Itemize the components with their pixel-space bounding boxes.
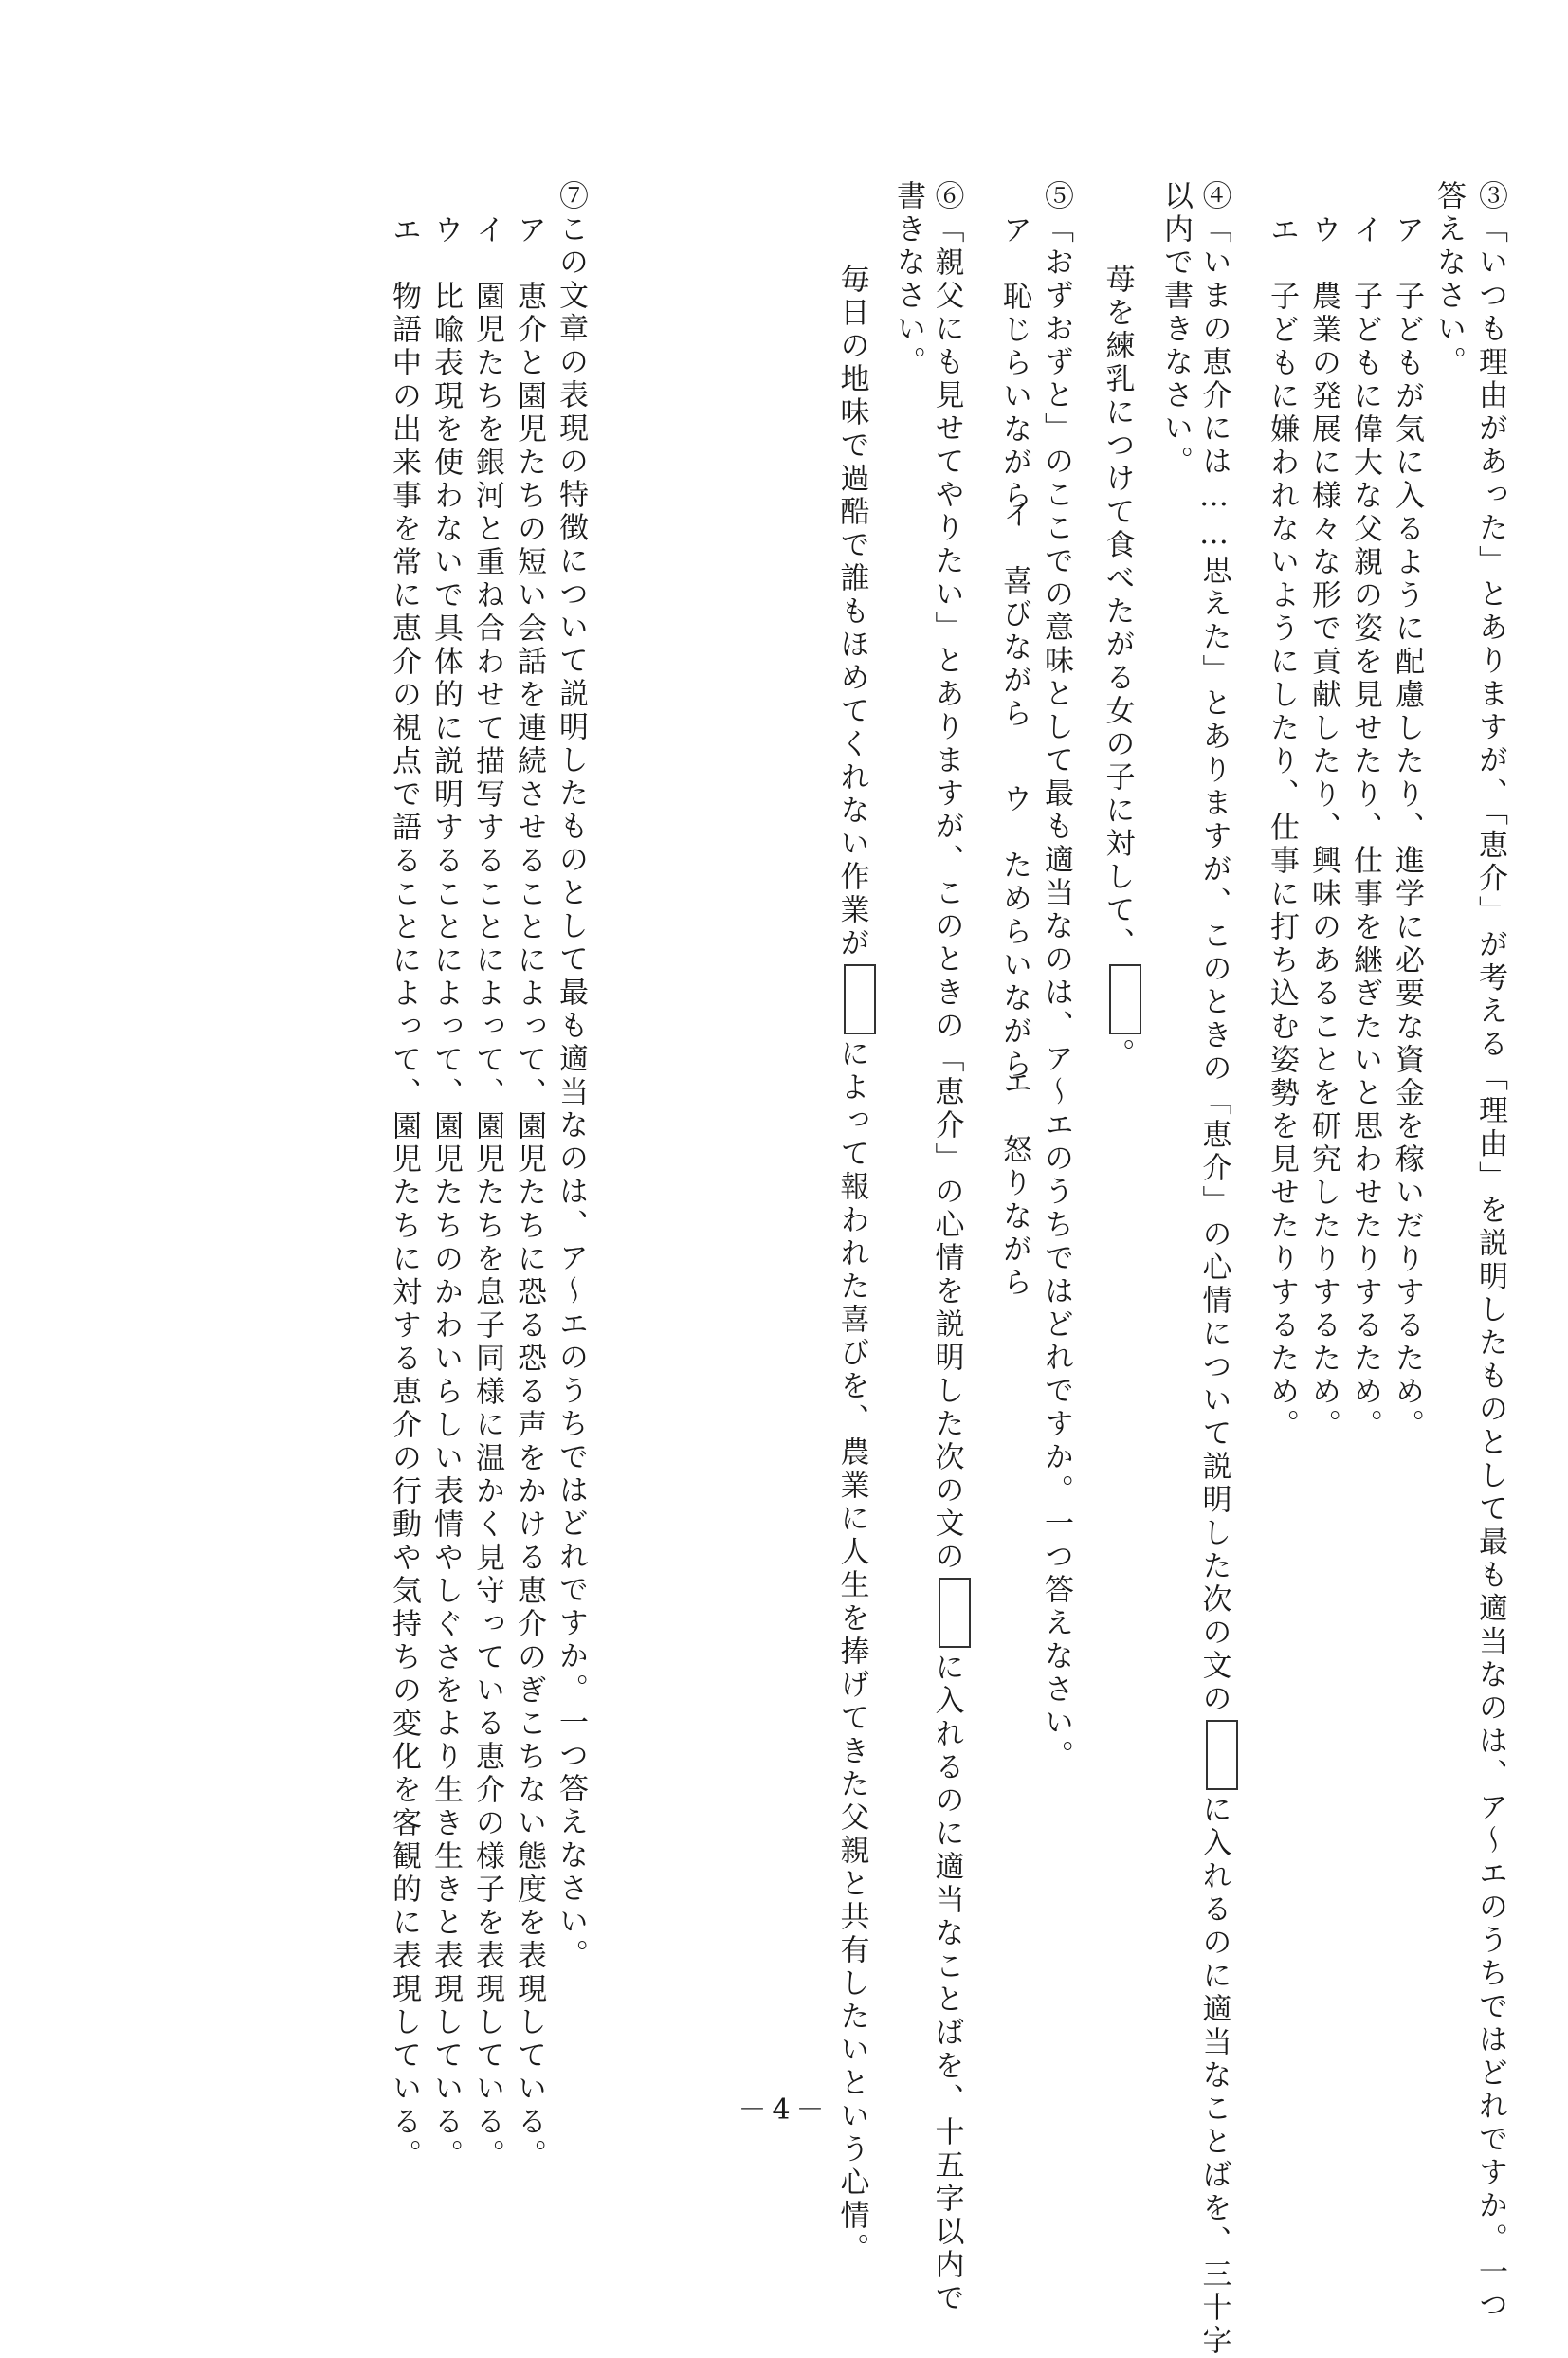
q6-sentence-after: によって報われた喜びを、農業に人生を捧げてきた父親と共有したいという心情。: [834, 1038, 869, 2266]
q6-stem-cont: 書きなさい。: [891, 180, 925, 379]
q5-stem: ⑤「おずおずと」のここでの意味として最も適当なのは、ア〜エのうちではどれですか。一つ答えなさい。: [1039, 180, 1073, 1773]
q4-stem-cont: 以内で書きなさい。: [1158, 180, 1193, 479]
answer-blank-box: [939, 1578, 971, 1648]
answer-blank-box: [844, 964, 876, 1034]
q7-option-i: イ 園児たちを銀河と重ね合わせて描写することによって、園児たちを息子同様に温かく見守っている恵介の様子を表現している。: [470, 214, 504, 2172]
q4-sentence-after: 。: [1100, 1038, 1135, 1071]
q3-option-a: ア 子どもが気に入るように配慮したり、進学に必要な資金を稼いだりするため。: [1390, 214, 1424, 1442]
q5-option-u: ウ ためらいながら: [997, 783, 1031, 1082]
q5-option-a: ア 恥じらいながら: [997, 214, 1031, 513]
q4-stem: [1194, 180, 1239, 2358]
q4-stem-after: に入れるのに適当なことばを、三十字: [1196, 1794, 1231, 2358]
answer-blank-box: [1206, 1720, 1238, 1790]
q6-sentence: [831, 264, 877, 2266]
q3-stem: ③「いつも理由があった」とありますが、「恵介」が考える「理由」を説明したものとして最も適当なのは、ア〜エのうちではどれですか。一つ: [1473, 180, 1507, 2323]
q5-option-e: エ 怒りながら: [997, 1068, 1031, 1300]
q7-stem: ⑦この文章の表現の特徴について説明したものとして最も適当なのは、ア〜エのうちではどれですか。一つ答えなさい。: [554, 180, 588, 1972]
q7-option-u: ウ 比喩表現を使わないで具体的に説明することによって、園児たちのかわいらしい表情やしぐさをより生き生きと表現している。: [428, 214, 463, 2172]
page-number: －4－: [738, 2093, 830, 2127]
q6-sentence-before: 毎日の地味で過酷で誰もほめてくれない作業が: [834, 264, 869, 960]
answer-blank-box: [1109, 964, 1141, 1034]
q3-option-i: イ 子どもに偉大な父親の姿を見せたり、仕事を継ぎたいと思わせたりするため。: [1348, 214, 1382, 1442]
q6-stem-before: ⑥「親父にも見せてやりたい」とありますが、このときの「恵介」の心情を説明した次の文の: [929, 180, 964, 1574]
q6-stem-after: に入れるのに適当なことばを、十五字以内で: [929, 1652, 964, 2315]
q4-sentence: [1097, 264, 1142, 1071]
q3-option-u: ウ 農業の発展に様々な形で貢献したり、興味のあることを研究したりするため。: [1306, 214, 1340, 1442]
q7-option-a: ア 恵介と園児たちの短い会話を連続させることによって、園児たちに恐る恐る声をかける恵介のぎこちない態度を表現している。: [512, 214, 546, 2172]
q5-option-i: イ 喜びながら: [997, 499, 1031, 731]
q4-sentence-before: 苺を練乳につけて食べたがる女の子に対して、: [1100, 264, 1135, 960]
q3-stem-cont: 答えなさい。: [1431, 180, 1466, 379]
q4-stem-before: ④「いまの恵介には……思えた」とありますが、このときの「恵介」の心情について説明した次の文の: [1196, 180, 1231, 1716]
q3-option-e: エ 子どもに嫌われないようにしたり、仕事に打ち込む姿勢を見せたりするため。: [1265, 214, 1299, 1442]
q7-option-e: エ 物語中の出来事を常に恵介の視点で語ることによって、園児たちに対する恵介の行動や気持ちの変化を客観的に表現している。: [387, 214, 421, 2172]
q6-stem: [926, 180, 972, 2315]
